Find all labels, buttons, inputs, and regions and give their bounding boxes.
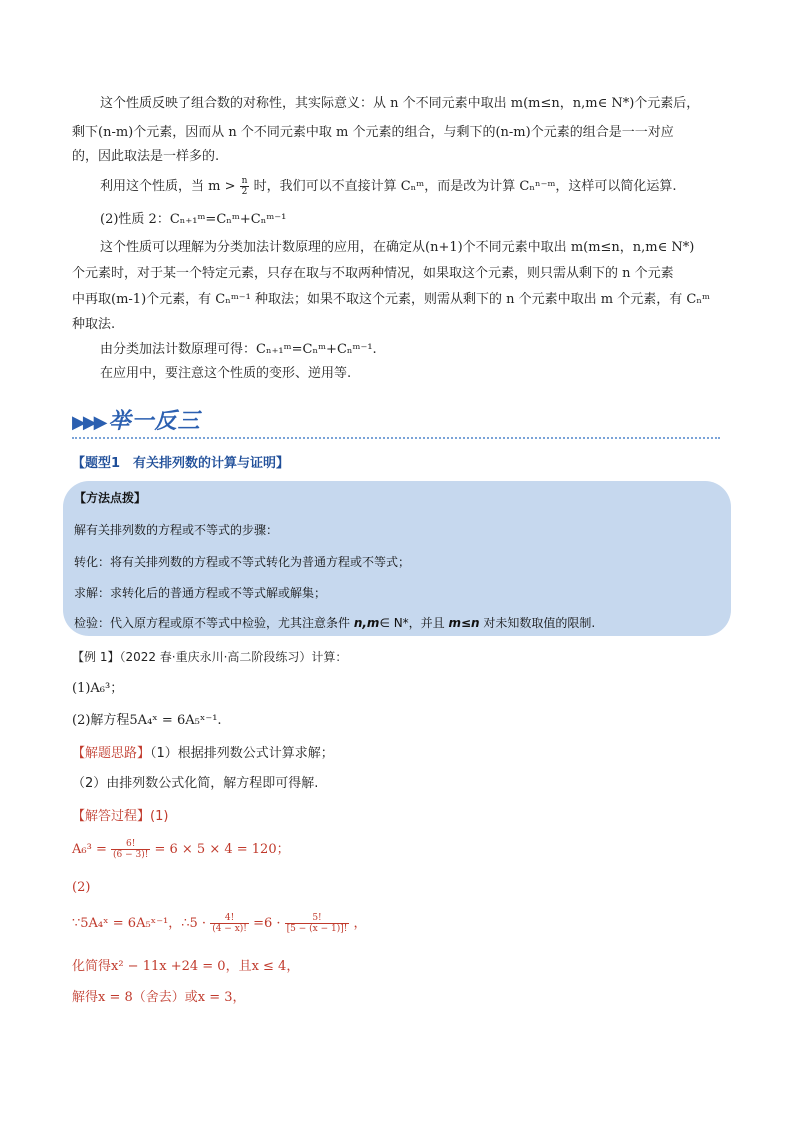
para1-line2: 剩下(n-m)个元素，因而从 n 个不同元素中取 m 个元素的组合，与剩下的(n-m)个元素的组合是一一对应 <box>72 125 674 140</box>
idea-label: 【解题思路】 <box>72 746 151 761</box>
solution-part2: (2) <box>72 880 91 895</box>
solution-b-den2: [5 − (x − 1)]! <box>286 924 348 934</box>
para2-before: 利用这个性质，当 m > <box>100 179 236 194</box>
banner-title: 举一反三 <box>108 409 201 434</box>
para2-frac-num: n <box>241 176 248 186</box>
idea-line1: （1）根据排列数公式计算求解； <box>150 746 334 761</box>
para3-line3: 中再取(m-1)个元素，有 Cₙᵐ⁻¹ 种取法；如果不取这个元素，则需从剩下的 n 个元素中取出 m 个元素，有 Cₙᵐ <box>72 292 710 307</box>
idea-line2: （2）由排列数公式化简，解方程即可得解. <box>72 776 319 791</box>
step3-text-e: 对未知数取值的限制. <box>479 616 596 630</box>
solution-label-row <box>72 805 168 824</box>
para1-line1: 这个性质反映了组合数的对称性，其实际意义：从 n 个不同元素中取出 m(m≤n，n,m∈ N*)个元素后， <box>100 96 700 111</box>
method-intro: 解有关排列数的方程或不等式的步骤： <box>74 523 279 537</box>
solution-a-rhs: = 6 × 5 × 4 = 120； <box>154 842 290 857</box>
solution-a-fraction <box>111 839 150 860</box>
step3-text-a: 检验：代入原方程或原不等式中检验，尤其注意条件 <box>74 616 354 630</box>
solution-part1: (1) <box>150 809 169 824</box>
solution-a-num: 6! <box>111 839 150 850</box>
question-type-title: 【题型1 有关排列数的计算与证明】 <box>72 456 290 471</box>
solution-a-lhs: A₆³ = <box>72 842 111 857</box>
example-q1: (1)A₆³； <box>72 681 124 696</box>
solution-c: 化简得x² − 11x +24 = 0，且x ≤ 4， <box>72 959 300 974</box>
solution-b-num2: 5! <box>285 913 350 924</box>
method-box <box>63 481 731 636</box>
step3-text-b: n,m <box>353 616 380 630</box>
para2-middle: 时，我们可以不直接计算 Cₙᵐ，而是改为计算 Cₙⁿ⁻ᵐ，这样可以简化运算. <box>253 179 677 194</box>
solution-b-mid: =6 · <box>253 916 285 931</box>
dotted-divider <box>72 437 720 439</box>
section-banner <box>72 404 201 435</box>
triple-arrow-icon: ▶▶▶ <box>72 412 105 433</box>
method-step1: 转化：将有关排列数的方程或不等式转化为普通方程或不等式； <box>74 555 411 569</box>
step3-text-c: ∈ N*，并且 <box>379 616 449 630</box>
solution-a <box>72 838 290 860</box>
solution-b-lhs: ∵5A₄ˣ = 6A₅ˣ⁻¹，∴5 · <box>72 916 211 931</box>
method-step2: 求解：求转化后的普通方程或不等式解或解集； <box>74 586 327 600</box>
solution-b-fraction1 <box>210 913 249 934</box>
solution-b-end: ， <box>353 916 367 931</box>
para2 <box>100 176 677 197</box>
para1-line3: 的，因此取法是一样多的. <box>72 149 220 164</box>
solution-b-num1: 4! <box>210 913 249 924</box>
solution-b-fraction2 <box>285 913 350 934</box>
method-step3 <box>74 614 595 631</box>
para3-line1: 这个性质可以理解为分类加法计数原理的应用，在确定从(n+1)个不同元素中取出 m(m≤n，n,m∈ N*) <box>100 240 695 255</box>
method-heading: 【方法点拨】 <box>74 491 147 505</box>
para2-fraction <box>240 176 250 197</box>
solution-a-den: (6 − 3)! <box>112 850 149 860</box>
solution-label: 【解答过程】 <box>72 809 151 824</box>
para2-frac-den: 2 <box>241 187 248 197</box>
para3-line4: 种取法. <box>72 317 116 332</box>
solution-b-den1: (4 − x)! <box>212 924 247 934</box>
para3-line2: 个元素时，对于某一个特定元素，只存在取与不取两种情况，如果取这个元素，则只需从剩下的 n 个元素 <box>72 266 674 281</box>
example-q2: (2)解方程5A₄ˣ = 6A₅ˣ⁻¹. <box>72 713 222 728</box>
step3-text-d: m≤n <box>448 616 480 630</box>
solution-d: 解得x = 8（舍去）或x = 3， <box>72 990 246 1005</box>
para5: 在应用中，要注意这个性质的变形、逆用等. <box>100 366 352 381</box>
para4: 由分类加法计数原理可得：Cₙ₊₁ᵐ=Cₙᵐ+Cₙᵐ⁻¹. <box>100 342 377 357</box>
solution-b <box>72 912 367 934</box>
property2: (2)性质 2：Cₙ₊₁ᵐ=Cₙᵐ+Cₙᵐ⁻¹ <box>100 212 287 227</box>
example-title: 【例 1】（2022 春·重庆永川·高二阶段练习）计算： <box>72 650 348 664</box>
solution-idea <box>72 742 334 761</box>
